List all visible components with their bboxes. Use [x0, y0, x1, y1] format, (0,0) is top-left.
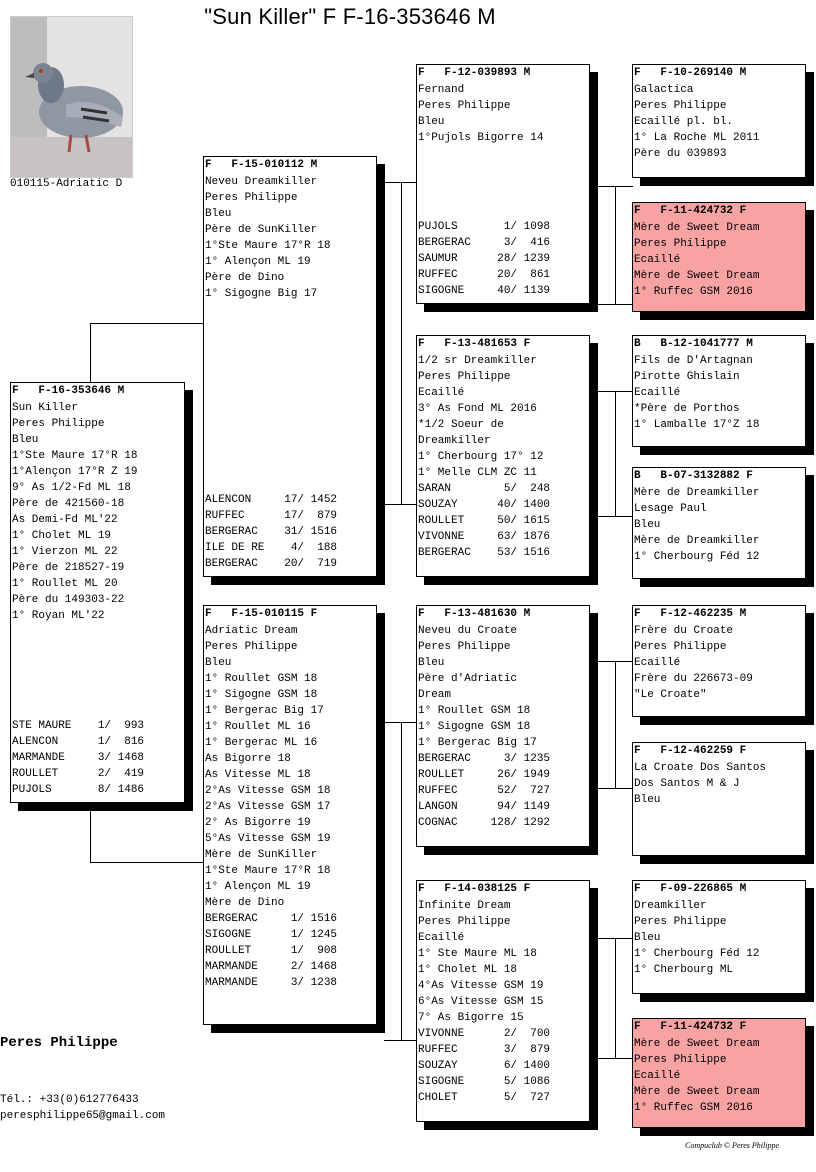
ring-number: F F-15-010115 F	[205, 608, 318, 620]
connector	[90, 802, 91, 863]
card-line: PUJOLS 1/ 1098	[418, 221, 551, 233]
connector	[384, 1040, 417, 1041]
card-line: 1° Sigogne Big 17	[205, 288, 318, 300]
card-line: Mère de Dreamkiller	[634, 535, 760, 547]
card-line: 1° Cholet ML 19	[12, 530, 112, 542]
card-info	[634, 485, 805, 565]
card-line: STE MAURE 1/ 993	[12, 720, 145, 732]
card-line: 4°As Vitesse GSM 19	[418, 980, 544, 992]
card-line: 1° Lamballe 17°Z 18	[634, 419, 760, 431]
card-info	[205, 623, 376, 991]
card-info	[634, 898, 805, 978]
connector	[615, 391, 616, 516]
card-line: 2°As Vitesse GSM 18	[205, 785, 331, 797]
card-dsd[interactable]	[632, 742, 806, 856]
card-line: 1/2 sr Dreamkiller	[418, 355, 537, 367]
card-line: 1°Alençon 17°R Z 19	[12, 466, 138, 478]
card-sss[interactable]	[632, 64, 806, 178]
card-line: Sun Killer	[12, 402, 79, 414]
ring-number: F F-14-038125 F	[418, 883, 531, 895]
card-line: Mère de Sweet Dream	[634, 270, 760, 282]
card-line: BERGERAC 1/ 1516	[205, 913, 338, 925]
card-line: Peres Philippe	[418, 641, 511, 653]
card-ssd[interactable]	[632, 202, 806, 312]
card-line: Bleu	[418, 116, 445, 128]
card-line: 1° Cherbourg 17° 12	[418, 451, 544, 463]
card-info	[12, 400, 184, 624]
card-line: Bleu	[205, 208, 232, 220]
card-line: Frère du Croate	[634, 625, 734, 637]
card-line: 7° As Bigorre 15	[418, 1012, 524, 1024]
card-line: BERGERAC 3/ 1235	[418, 753, 551, 765]
card-line: Ecaillé	[634, 1070, 681, 1082]
card-line: 1°Pujols Bigorre 14	[418, 132, 544, 144]
card-line: 1° Ruffec GSM 2016	[634, 286, 753, 298]
connector	[384, 504, 417, 505]
card-line: Père de 218527-19	[12, 562, 125, 574]
card-line: Mère de Sweet Dream	[634, 1038, 760, 1050]
card-info	[634, 82, 805, 162]
card-line: 1° Roullet ML 20	[12, 578, 118, 590]
card-line: Père de 421560-18	[12, 498, 125, 510]
card-line: RUFFEC 17/ 879	[205, 510, 338, 522]
card-line: Père d'Adriatic	[418, 673, 518, 685]
card-line: Ecaillé	[418, 387, 465, 399]
race-results	[418, 219, 550, 299]
card-line: ROULLET 1/ 908	[205, 945, 338, 957]
ring-number: F F-12-039893 M	[418, 67, 531, 79]
card-line: RUFFEC 3/ 879	[418, 1044, 551, 1056]
card-line: Ecaillé pl. bl.	[634, 116, 734, 128]
card-info	[634, 1036, 805, 1116]
card-line: MARMANDE 3/ 1468	[12, 752, 145, 764]
card-line: MARMANDE 3/ 1238	[205, 977, 338, 989]
card-line: SAUMUR 28/ 1239	[418, 253, 551, 265]
ring-number: F F-12-462259 F	[634, 745, 747, 757]
card-line: 1° Cholet ML 18	[418, 964, 518, 976]
card-ddd[interactable]	[632, 1018, 806, 1128]
card-line: 1° Roullet GSM 18	[418, 705, 531, 717]
ring-number: F F-09-226865 M	[634, 883, 747, 895]
card-line: Père de SunKiller	[205, 224, 318, 236]
ring-number: B B-07-3132882 F	[634, 470, 753, 482]
card-line: Peres Philippe	[12, 418, 105, 430]
contact-email: peresphilippe65@gmail.com	[0, 1110, 166, 1122]
card-subject[interactable]	[10, 382, 185, 803]
card-line: Peres Philippe	[418, 916, 511, 928]
card-info	[634, 760, 805, 808]
card-info	[634, 220, 805, 300]
card-line: Dreamkiller	[634, 900, 707, 912]
card-line: MARMANDE 2/ 1468	[205, 961, 338, 973]
card-line: Bleu	[634, 932, 661, 944]
card-line: Neveu du Croate	[418, 625, 518, 637]
card-line: 1° Cherbourg Féd 12	[634, 551, 760, 563]
card-line: Adriatic Dream	[205, 625, 298, 637]
card-line: LANGON 94/ 1149	[418, 801, 551, 813]
connector	[401, 182, 402, 504]
card-line: Mère de Dreamkiller	[634, 487, 760, 499]
connector	[615, 938, 616, 1058]
card-line: Bleu	[418, 657, 445, 669]
card-line: 6°As Vitesse GSM 15	[418, 996, 544, 1008]
card-line: Galactica	[634, 84, 694, 96]
ring-number: F F-11-424732 F	[634, 205, 747, 217]
card-line: ALENCON 1/ 816	[12, 736, 145, 748]
card-line: 1° La Roche ML 2011	[634, 132, 760, 144]
card-line: SIGOGNE 40/ 1139	[418, 285, 551, 297]
card-line: "Le Croate"	[634, 689, 707, 701]
card-line: 1°Ste Maure 17°R 18	[12, 450, 138, 462]
card-line: As Demi-Fd ML'22	[12, 514, 118, 526]
card-line: 1° Melle CLM ZC 11	[418, 467, 537, 479]
card-line: 1° Bergerac ML 16	[205, 737, 318, 749]
race-results	[205, 492, 337, 572]
card-line: Mère de SunKiller	[205, 849, 318, 861]
card-line: *1/2 Soeur de	[418, 419, 504, 431]
card-line: SARAN 5/ 248	[418, 483, 551, 495]
card-line: 2° As Bigorre 19	[205, 817, 311, 829]
card-line: 1° Alençon ML 19	[205, 256, 311, 268]
card-line: Peres Philippe	[418, 100, 511, 112]
card-line: Peres Philippe	[205, 192, 298, 204]
card-line: SOUZAY 6/ 1400	[418, 1060, 551, 1072]
connector	[615, 661, 616, 788]
ring-number: F F-16-353646 M	[12, 385, 125, 397]
card-dam[interactable]	[203, 605, 377, 1025]
card-line: SIGOGNE 5/ 1086	[418, 1076, 551, 1088]
card-dam-dam[interactable]	[416, 880, 590, 1122]
card-line: Ecaillé	[634, 254, 681, 266]
connector	[597, 788, 633, 789]
card-line: Pirotte Ghislain	[634, 371, 740, 383]
card-sds[interactable]	[632, 335, 806, 447]
card-line: Mère de Dino	[205, 897, 285, 909]
card-line: 1° Alençon ML 19	[205, 881, 311, 893]
connector	[597, 304, 633, 305]
card-line: 2°As Vitesse GSM 17	[205, 801, 331, 813]
card-info	[418, 353, 589, 561]
card-line: COGNAC 128/ 1292	[418, 817, 551, 829]
card-line: BERGERAC 53/ 1516	[418, 547, 551, 559]
card-line: RUFFEC 20/ 861	[418, 269, 551, 281]
connector	[597, 516, 633, 517]
card-line: Dream	[418, 689, 452, 701]
connector	[90, 323, 91, 383]
card-line: Père de Dino	[205, 272, 285, 284]
card-line: 1° Cherbourg ML	[634, 964, 734, 976]
contact-phone: Tél.: +33(0)612776433	[0, 1094, 139, 1106]
card-dss[interactable]	[632, 605, 806, 717]
card-line: Infinite Dream	[418, 900, 511, 912]
card-line: La Croate Dos Santos	[634, 762, 767, 774]
pigeon-image	[11, 17, 132, 177]
connector	[597, 1058, 633, 1059]
card-line: ROULLET 26/ 1949	[418, 769, 551, 781]
card-line: Ecaillé	[634, 657, 681, 669]
card-line: Mère de Sweet Dream	[634, 222, 760, 234]
card-info	[634, 623, 805, 703]
card-line: 3° As Fond ML 2016	[418, 403, 537, 415]
card-line: Peres Philippe	[418, 371, 511, 383]
card-sire-sire[interactable]	[416, 64, 590, 304]
owner-name: Peres Philippe	[0, 1035, 118, 1051]
ring-number: F F-15-010112 M	[205, 159, 318, 171]
card-line: RUFFEC 52/ 727	[418, 785, 551, 797]
card-line: 1° Roullet ML 16	[205, 721, 311, 733]
card-line: 9° As 1/2-Fd ML 18	[12, 482, 131, 494]
connector	[90, 323, 204, 324]
card-line: Frère du 226673-09	[634, 673, 753, 685]
ring-number: F F-12-462235 M	[634, 608, 747, 620]
card-line: Lesage Paul	[634, 503, 707, 515]
ring-number: F F-10-269140 M	[634, 67, 747, 79]
card-line: 1° Ste Maure ML 18	[418, 948, 537, 960]
card-line: Bleu	[12, 434, 39, 446]
card-line: ROULLET 50/ 1615	[418, 515, 551, 527]
card-line: 1° Cherbourg Féd 12	[634, 948, 760, 960]
ring-number: F F-13-481653 F	[418, 338, 531, 350]
card-line: 1°Ste Maure 17°R 18	[205, 240, 331, 252]
card-line: 1° Bergerac Big 17	[418, 737, 537, 749]
card-line: Dreamkiller	[418, 435, 491, 447]
card-line: Bleu	[205, 657, 232, 669]
card-line: Ecaillé	[418, 932, 465, 944]
footer-credit: Compuclub © Peres Philippe	[685, 1141, 779, 1150]
card-line: Fils de D'Artagnan	[634, 355, 753, 367]
ring-number: F F-13-481630 M	[418, 608, 531, 620]
card-line: SIGOGNE 1/ 1245	[205, 929, 338, 941]
race-results	[12, 718, 144, 798]
card-info	[205, 174, 376, 302]
card-dds[interactable]	[632, 880, 806, 994]
pedigree-title: "Sun Killer" F F-16-353646 M	[204, 4, 496, 29]
card-line: Peres Philippe	[634, 1054, 727, 1066]
card-line: CHOLET 5/ 727	[418, 1092, 551, 1104]
card-line: 1° Bergerac Big 17	[205, 705, 324, 717]
card-line: 1° Roullet GSM 18	[205, 673, 318, 685]
card-line: Fernand	[418, 84, 465, 96]
photo-caption: 010115-Adriatic D	[10, 178, 123, 190]
card-line: Peres Philippe	[634, 641, 727, 653]
card-info	[634, 353, 805, 433]
card-sdd[interactable]	[632, 467, 806, 579]
card-line: SOUZAY 40/ 1400	[418, 499, 551, 511]
card-info	[418, 82, 589, 146]
card-line: VIVONNE 63/ 1876	[418, 531, 551, 543]
card-line: VIVONNE 2/ 700	[418, 1028, 551, 1040]
card-line: Ecaillé	[634, 387, 681, 399]
card-line: Peres Philippe	[634, 916, 727, 928]
card-sire-dam[interactable]	[416, 335, 590, 577]
card-line: Mère de Sweet Dream	[634, 1086, 760, 1098]
card-line: Père du 149303-22	[12, 594, 125, 606]
card-line: 1° Sigogne GSM 18	[418, 721, 531, 733]
card-line: BERGERAC 3/ 416	[418, 237, 551, 249]
card-line: ILE DE RE 4/ 188	[205, 542, 338, 554]
card-line: Dos Santos M & J	[634, 778, 740, 790]
card-line: As Vitesse ML 18	[205, 769, 311, 781]
card-dam-sire[interactable]	[416, 605, 590, 847]
pigeon-photo	[10, 16, 133, 178]
card-line: 1° Vierzon ML 22	[12, 546, 118, 558]
connector	[90, 862, 204, 863]
card-line: 1° Ruffec GSM 2016	[634, 1102, 753, 1114]
card-line: 1° Sigogne GSM 18	[205, 689, 318, 701]
card-line: ROULLET 2/ 419	[12, 768, 145, 780]
contact-block	[0, 1092, 165, 1124]
card-line: Peres Philippe	[634, 100, 727, 112]
card-sire[interactable]	[203, 156, 377, 577]
card-line: *Père de Porthos	[634, 403, 740, 415]
ring-number: B B-12-1041777 M	[634, 338, 753, 350]
card-line: BERGERAC 31/ 1516	[205, 526, 338, 538]
card-line: 1° Royan ML'22	[12, 610, 105, 622]
card-line: Peres Philippe	[205, 641, 298, 653]
card-line: PUJOLS 8/ 1486	[12, 784, 145, 796]
card-line: Peres Philippe	[634, 238, 727, 250]
card-line: Neveu Dreamkiller	[205, 176, 318, 188]
card-line: ALENCON 17/ 1452	[205, 494, 338, 506]
ring-number: F F-11-424732 F	[634, 1021, 747, 1033]
card-line: Bleu	[634, 519, 661, 531]
card-line: BERGERAC 20/ 719	[205, 558, 338, 570]
connector	[615, 186, 616, 304]
card-line: Père du 039893	[634, 148, 727, 160]
card-line: Bleu	[634, 794, 661, 806]
card-info	[418, 623, 589, 831]
connector	[401, 722, 402, 1040]
card-line: 5°As Vitesse GSM 19	[205, 833, 331, 845]
card-line: 1°Ste Maure 17°R 18	[205, 865, 331, 877]
card-line: As Bigorre 18	[205, 753, 291, 765]
card-info	[418, 898, 589, 1106]
